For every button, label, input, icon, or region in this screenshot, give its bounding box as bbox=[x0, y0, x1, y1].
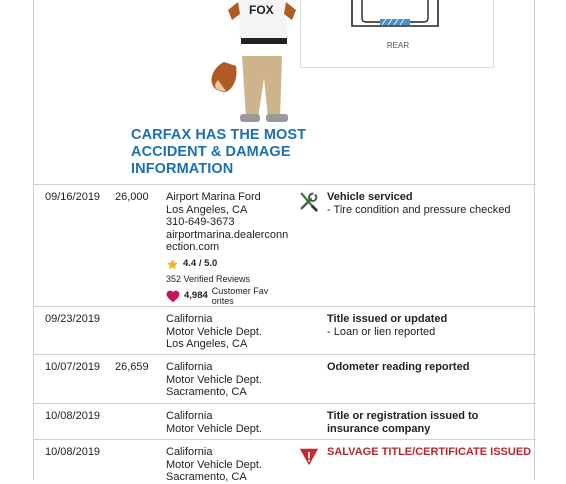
record-comments bbox=[327, 313, 532, 338]
verified-reviews-link[interactable]: 352 Verified Reviews bbox=[166, 273, 251, 284]
record-source bbox=[166, 410, 294, 435]
history-record bbox=[34, 306, 536, 354]
source-name: California bbox=[166, 410, 213, 422]
source-name[interactable]: Airport Marina Ford bbox=[166, 191, 261, 203]
damage-diagram bbox=[300, 0, 494, 68]
customer-favorites bbox=[166, 286, 294, 306]
source-dept: Motor Vehicle Dept. bbox=[166, 325, 262, 338]
heart-icon bbox=[166, 290, 180, 303]
record-odometer: 26,000 bbox=[115, 191, 149, 203]
event-title: Title issued or updated bbox=[327, 313, 448, 325]
source-website-link[interactable]: airportmarina.dealerconnection.com bbox=[166, 228, 289, 253]
event-title: Odometer reading reported bbox=[327, 361, 470, 373]
history-record bbox=[34, 403, 536, 439]
record-date: 10/08/2019 bbox=[45, 446, 101, 458]
record-comments bbox=[327, 446, 532, 459]
source-location: Sacramento, CA bbox=[166, 386, 247, 398]
promo-headline: CARFAX HAS THE MOST ACCIDENT & DAMAGE INFORMATION bbox=[131, 127, 307, 177]
record-date: 09/16/2019 bbox=[45, 191, 101, 203]
source-name: California bbox=[166, 313, 213, 325]
event-detail: - Tire condition and pressure checked bbox=[327, 203, 511, 216]
dealer-rating bbox=[166, 258, 294, 271]
car-rear-diagram-icon bbox=[350, 0, 440, 30]
fox-logo-text: FOX bbox=[249, 3, 274, 17]
record-source bbox=[166, 446, 294, 484]
record-date: 10/07/2019 bbox=[45, 361, 101, 373]
wrench-screwdriver-icon bbox=[298, 190, 320, 212]
vehicle-history-report bbox=[33, 0, 535, 483]
record-comments bbox=[327, 191, 532, 216]
source-location: Los Angeles, CA bbox=[166, 338, 248, 350]
source-phone[interactable]: 310-649-3673 bbox=[166, 216, 235, 228]
warning-triangle-icon bbox=[298, 446, 320, 468]
record-comments bbox=[327, 361, 532, 374]
record-date: 09/23/2019 bbox=[45, 313, 101, 325]
star-icon bbox=[166, 258, 179, 271]
rating-value: 4.4 / 5.0 bbox=[183, 257, 218, 269]
event-title: Title or registration issued to insurance company bbox=[327, 410, 479, 435]
source-dept: Motor Vehicle Dept. bbox=[166, 373, 262, 386]
history-record bbox=[34, 439, 536, 483]
diagram-label-rear: REAR bbox=[386, 41, 410, 50]
history-record bbox=[34, 354, 536, 403]
record-odometer: 26,659 bbox=[115, 361, 149, 373]
record-date: 10/08/2019 bbox=[45, 410, 101, 422]
source-name: California bbox=[166, 446, 213, 458]
salvage-title-alert: SALVAGE TITLE/CERTIFICATE ISSUED bbox=[327, 446, 532, 458]
accident-damage-promo bbox=[34, 0, 536, 184]
source-location: Los Angeles, CA bbox=[166, 203, 248, 216]
favorites-label: Customer Favorites bbox=[211, 286, 269, 306]
favorites-count: 4,984 bbox=[184, 289, 208, 301]
record-source bbox=[166, 313, 294, 351]
source-location: Sacramento, CA bbox=[166, 471, 247, 483]
record-source bbox=[166, 361, 294, 399]
record-source bbox=[166, 191, 294, 306]
source-name: California bbox=[166, 361, 213, 373]
source-dept: Motor Vehicle Dept. bbox=[166, 422, 262, 435]
record-comments bbox=[327, 410, 532, 435]
event-title: Vehicle serviced bbox=[327, 191, 413, 203]
event-detail: - Loan or lien reported bbox=[327, 325, 436, 338]
history-record bbox=[34, 184, 536, 306]
source-dept: Motor Vehicle Dept. bbox=[166, 458, 262, 471]
